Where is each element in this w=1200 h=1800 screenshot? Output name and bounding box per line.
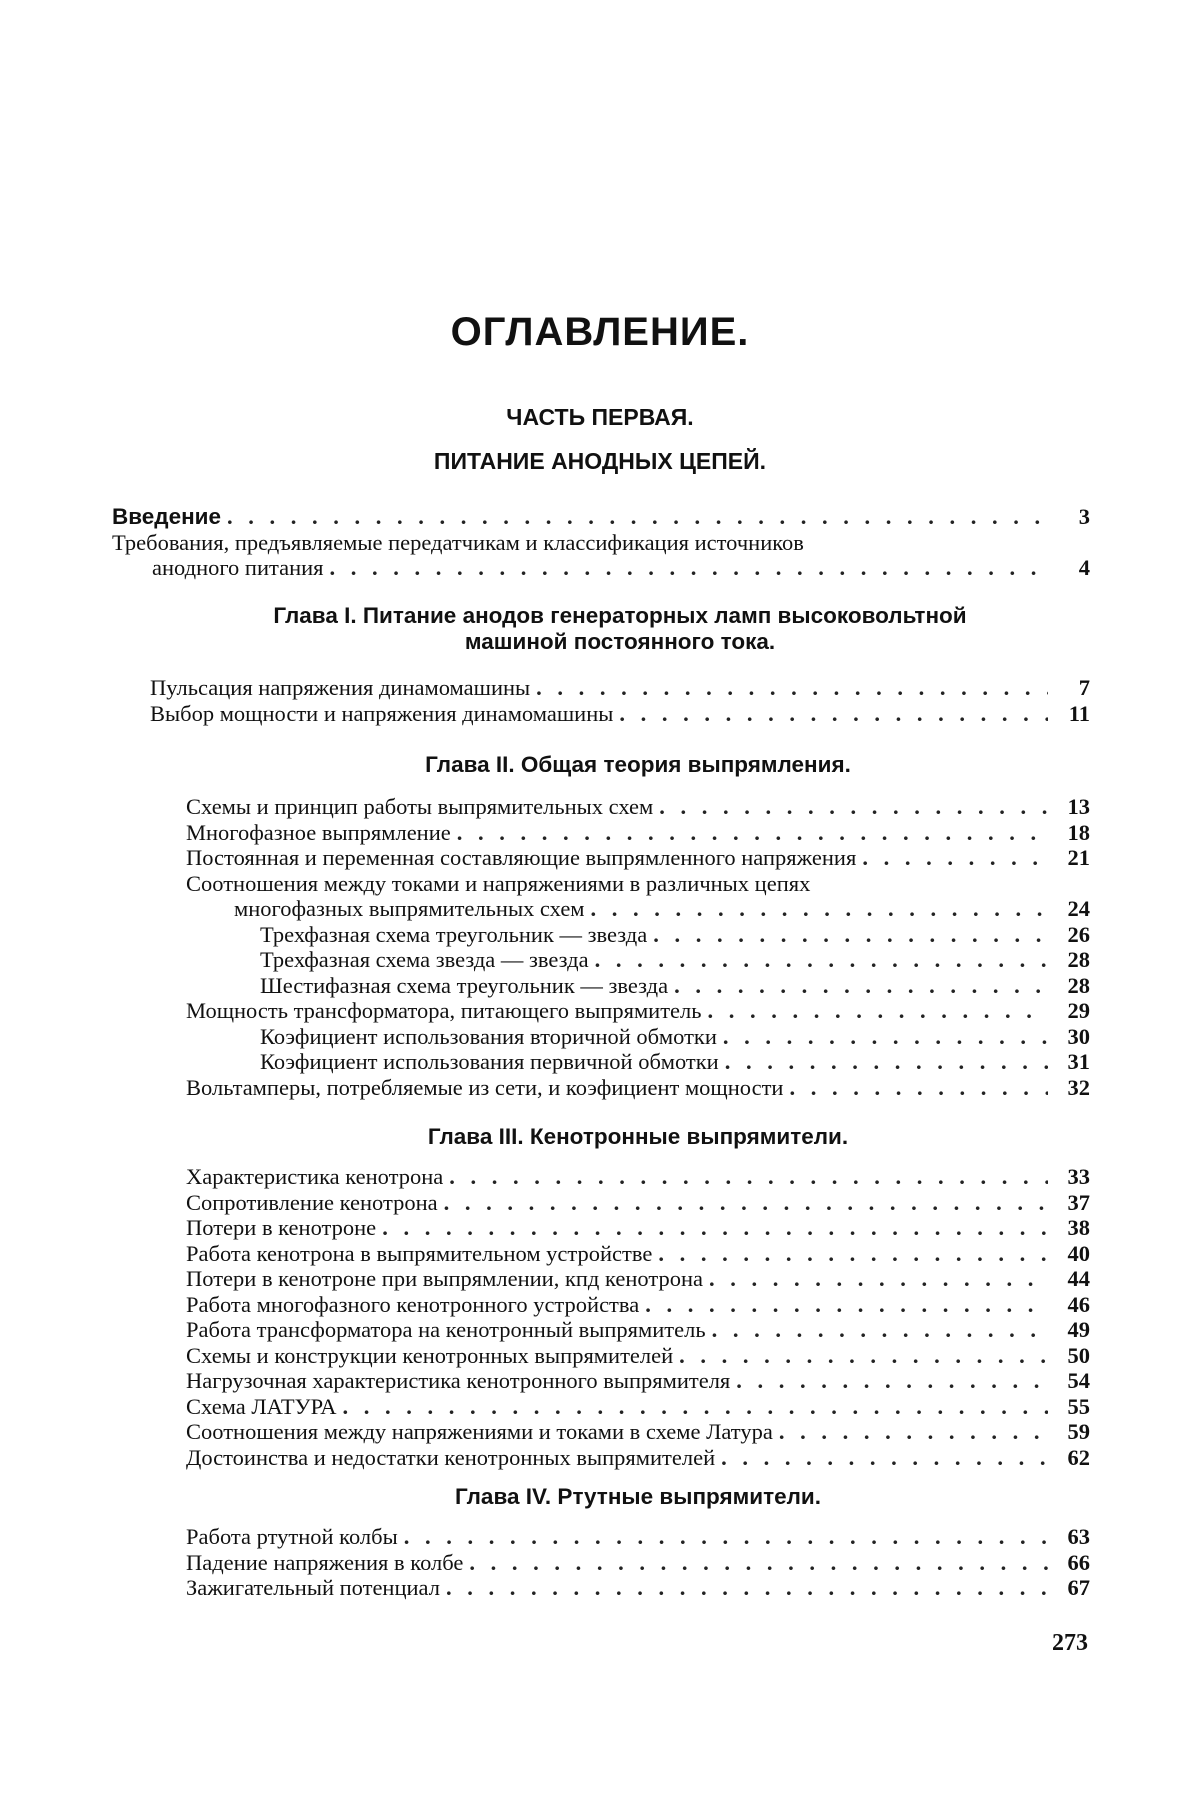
toc-entry-page: 37	[1067, 1189, 1090, 1215]
leader-dots	[404, 1524, 1048, 1550]
toc-entry[interactable]	[150, 701, 1090, 727]
toc-entry[interactable]	[186, 1419, 1090, 1445]
toc-entry[interactable]	[186, 1164, 1090, 1190]
leader-dots	[659, 794, 1048, 820]
toc-entry-text: Трехфазная схема треугольник — звезда	[260, 921, 648, 947]
toc-entry-page: 31	[1067, 1049, 1090, 1074]
leader-dots	[342, 1394, 1048, 1420]
toc-entry[interactable]	[186, 1075, 1090, 1101]
chapter-title: Глава III. Кенотронные выпрямители.	[427, 1124, 849, 1149]
leader-dots	[862, 845, 1048, 871]
leader-dots	[591, 896, 1048, 922]
toc-entry[interactable]	[186, 1394, 1090, 1420]
leader-dots	[444, 1190, 1048, 1216]
toc-entry-page: 50	[1067, 1342, 1090, 1368]
leader-dots	[227, 504, 1048, 530]
leader-dots	[536, 675, 1048, 701]
toc-entry[interactable]	[186, 1550, 1090, 1576]
toc-entry-page: 21	[1067, 845, 1090, 870]
toc-entry-page: 38	[1067, 1215, 1090, 1240]
toc-entry[interactable]	[186, 1368, 1090, 1394]
toc-entry-page: 49	[1067, 1317, 1090, 1342]
toc-entry-page: 28	[1067, 947, 1090, 972]
chapter-title: Глава IV. Ртутные выпрямители.	[455, 1484, 821, 1509]
toc-subentry[interactable]	[186, 922, 1090, 948]
leader-dots	[712, 1317, 1048, 1343]
toc-entry-page: 44	[1067, 1266, 1090, 1291]
toc-entry-page: 7	[1078, 675, 1090, 700]
leader-dots	[457, 820, 1048, 846]
toc-entry-text: Потери в кенотроне	[186, 1215, 377, 1240]
chapter-title-cont: машиной постоянного тока.	[464, 629, 776, 654]
toc-entry-text: Коэфициент использования первичной обмотки	[260, 1049, 719, 1074]
toc-entry-page: 3	[1078, 504, 1090, 529]
toc-entry-text: Введение	[112, 504, 222, 529]
chapter-1	[150, 603, 1090, 726]
leader-dots	[653, 922, 1048, 948]
toc-entry-text: анодного питания	[152, 555, 324, 580]
toc-entry-page: 29	[1067, 998, 1090, 1023]
toc-entry[interactable]	[186, 871, 1090, 897]
leader-dots	[658, 1241, 1048, 1267]
toc-entry-page: 59	[1067, 1419, 1090, 1444]
toc-entry-page: 54	[1067, 1368, 1090, 1393]
toc-entry-text: Схемы и конструкции кенотронных выпрямителей	[186, 1342, 674, 1368]
toc-entry-text: Многофазное выпрямление	[186, 819, 451, 845]
toc-entry[interactable]	[186, 1445, 1090, 1471]
leader-dots	[736, 1368, 1048, 1394]
intro-section	[112, 504, 1090, 581]
leader-dots	[679, 1343, 1048, 1369]
toc-entry[interactable]	[186, 1343, 1090, 1369]
toc-subentry[interactable]	[186, 973, 1090, 999]
leader-dots	[645, 1292, 1048, 1318]
toc-entry-text: Работа кенотрона в выпрямительном устройстве	[186, 1240, 653, 1266]
toc-entry-text: Выбор мощности и напряжения динамомашины	[150, 700, 614, 726]
toc-entry-page: 66	[1067, 1549, 1090, 1575]
part-title: ПИТАНИЕ АНОДНЫХ ЦЕПЕЙ.	[433, 448, 767, 474]
chapter-2	[186, 752, 1090, 1100]
toc-entry[interactable]	[186, 845, 1090, 871]
chapter-title: Глава II. Общая теория выпрямления.	[425, 752, 851, 777]
leader-dots	[449, 1164, 1048, 1190]
leader-dots	[779, 1419, 1048, 1445]
leader-dots	[595, 947, 1048, 973]
toc-entry-page: 62	[1067, 1444, 1090, 1470]
toc-entry-text: Характеристика кенотрона	[186, 1164, 444, 1189]
leader-dots	[330, 555, 1048, 581]
toc-entry-text: Пульсация напряжения динамомашины	[150, 675, 531, 700]
toc-entry-page: 63	[1067, 1524, 1090, 1549]
toc-entry-text: Постоянная и переменная составляющие выпрямленного напряжения	[186, 845, 857, 870]
leader-dots	[709, 1266, 1048, 1292]
toc-entry-text: Соотношения между напряжениями и токами в схеме Латура	[186, 1419, 773, 1444]
leader-dots	[789, 1075, 1048, 1101]
toc-entry-text: Работа трансформатора на кенотронный выпрямитель	[186, 1317, 706, 1342]
toc-entry-text: Трехфазная схема звезда — звезда	[260, 947, 589, 972]
toc-entry-page: 11	[1068, 700, 1090, 726]
toc-subentry[interactable]	[186, 1049, 1090, 1075]
toc-entry[interactable]	[186, 1317, 1090, 1343]
toc-entry-text: Зажигательный потенциал	[186, 1575, 440, 1600]
toc-entry-page: 40	[1067, 1240, 1090, 1266]
toc-entry[interactable]	[186, 1524, 1090, 1550]
leader-dots	[446, 1575, 1048, 1601]
toc-entry-text: Сопротивление кенотрона	[186, 1189, 438, 1215]
toc-entry[interactable]	[186, 1292, 1090, 1318]
leader-dots	[469, 1550, 1048, 1576]
toc-entry[interactable]	[186, 1266, 1090, 1292]
leader-dots	[708, 998, 1048, 1024]
toc-entry-page: 28	[1067, 972, 1090, 998]
toc-entry-text: Достоинства и недостатки кенотронных выпрямителей	[186, 1444, 716, 1470]
toc-entry-text: Падение напряжения в колбе	[186, 1549, 464, 1575]
toc-entry-text: Требования, предъявляемые передатчикам и классификация источников	[112, 529, 804, 555]
toc-entry-cont[interactable]	[186, 896, 1090, 922]
toc-entry-text: Потери в кенотроне при выпрямлении, кпд кенотрона	[186, 1266, 703, 1291]
toc-entry[interactable]	[186, 1241, 1090, 1267]
toc-entry-page: 46	[1067, 1291, 1090, 1317]
toc-entry-text: Схемы и принцип работы выпрямительных схем	[186, 794, 654, 819]
toc-entry[interactable]	[186, 794, 1090, 820]
leader-dots	[382, 1215, 1048, 1241]
toc-entry-page: 67	[1067, 1575, 1090, 1600]
toc-entry[interactable]	[186, 1215, 1090, 1241]
toc-entry-text: Схема ЛАТУРА	[186, 1393, 337, 1419]
leader-dots	[619, 701, 1048, 727]
toc-entry-page: 24	[1067, 896, 1090, 921]
toc-entry-text: Шестифазная схема треугольник — звезда	[260, 972, 669, 998]
toc-entry[interactable]	[150, 675, 1090, 701]
chapter-4	[186, 1484, 1090, 1601]
leader-dots	[674, 973, 1048, 999]
part-label: ЧАСТЬ ПЕРВАЯ.	[506, 404, 694, 430]
toc-entry-text: Работа многофазного кенотронного устройства	[186, 1291, 640, 1317]
toc-entry[interactable]	[186, 1575, 1090, 1601]
toc-entry-page: 30	[1067, 1023, 1090, 1049]
toc-entry[interactable]	[186, 998, 1090, 1024]
toc-entry[interactable]	[186, 820, 1090, 846]
toc-entry-requirements[interactable]	[112, 530, 1090, 556]
toc-entry-page: 55	[1067, 1393, 1090, 1419]
chapter-3	[186, 1124, 1090, 1470]
toc-entry-page: 4	[1078, 555, 1090, 580]
toc-entry-text: Нагрузочная характеристика кенотронного выпрямителя	[186, 1368, 731, 1393]
leader-dots	[725, 1049, 1048, 1075]
toc-entry[interactable]	[186, 1190, 1090, 1216]
toc-entry-requirements-cont[interactable]	[112, 555, 1090, 581]
page-number: 273	[1052, 1630, 1088, 1656]
toc-entry-text: многофазных выпрямительных схем	[234, 896, 585, 921]
toc-entry-page: 13	[1067, 794, 1090, 819]
toc-entry-intro[interactable]	[112, 504, 1090, 530]
toc-entry-page: 32	[1067, 1074, 1090, 1100]
toc-entry-page: 33	[1067, 1164, 1090, 1189]
toc-entry-page: 18	[1067, 819, 1090, 845]
toc-entry-text: Коэфициент использования вторичной обмотки	[260, 1023, 717, 1049]
toc-entry-text: Мощность трансформатора, питающего выпрямитель	[186, 998, 702, 1023]
chapter-title: Глава I. Питание анодов генераторных ламп высоковольтной	[273, 603, 967, 628]
toc-subentry[interactable]	[186, 1024, 1090, 1050]
toc-entry-text: Соотношения между токами и напряжениями в различных цепях	[186, 870, 811, 896]
toc-entry-page: 26	[1067, 921, 1090, 947]
toc-subentry[interactable]	[186, 947, 1090, 973]
leader-dots	[721, 1445, 1048, 1471]
toc-entry-text: Вольтамперы, потребляемые из сети, и коэфициент мощности	[186, 1074, 784, 1100]
toc-entry-text: Работа ртутной колбы	[186, 1524, 398, 1549]
leader-dots	[723, 1024, 1048, 1050]
page-title: ОГЛАВЛЕНИЕ.	[450, 310, 750, 354]
